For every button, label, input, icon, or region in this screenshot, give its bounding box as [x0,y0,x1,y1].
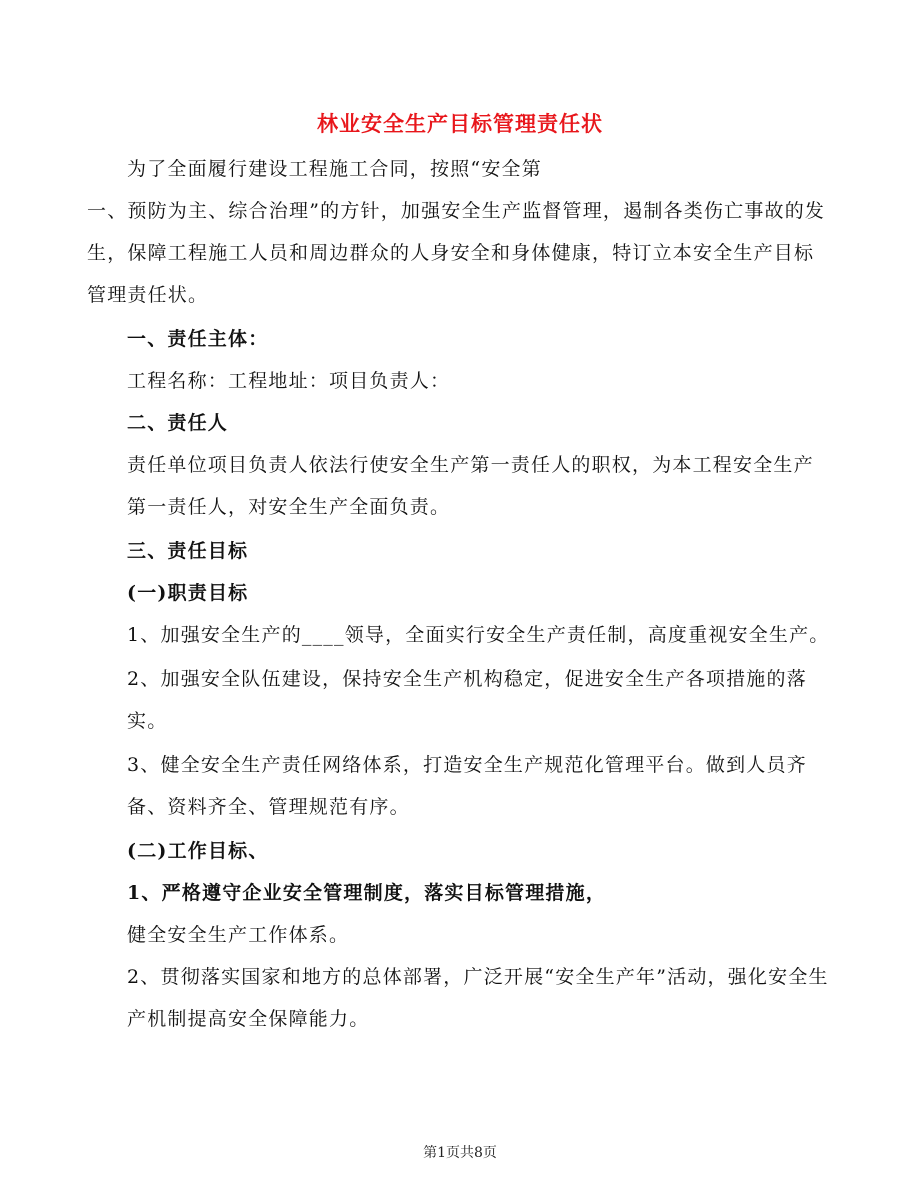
paragraph-project-info: 工程名称：工程地址：项目负责人： [127,370,451,392]
list-item-duty-1: 1、加强安全生产的____领导，全面实行安全生产责任制，高度重视安全生产。 [127,624,830,646]
list-item-work-2: 2、贯彻落实国家和地方的总体部署，广泛开展“安全生产年”活动，强化安全生产机制提高安全保障能力。 [127,966,829,1030]
heading-responsibility-goals: 三、责任目标 [127,540,249,562]
document-body [87,148,833,1040]
list-item-duty-3: 3、健全安全生产责任网络体系，打造安全生产规范化管理平台。做到人员齐备、资料齐全、管理规范有序。 [127,754,807,818]
heading-work-goals: (二)工作目标、 [127,840,269,862]
document-title: 林业安全生产目标管理责任状 [317,111,603,136]
paragraph-work-system: 健全安全生产工作体系。 [127,924,350,946]
list-item-work-1: 1、严格遵守企业安全管理制度，落实目标管理措施， [127,882,607,904]
heading-responsibility-subject: 一、责任主体： [127,328,269,350]
paragraph-policy: 一、预防为主、综合治理”的方针，加强安全生产监督管理，遏制各类伤亡事故的发生，保障工程施工人员和周边群众的人身安全和身体健康，特订立本安全生产目标管理责任状。 [87,200,826,306]
list-item-duty-2: 2、加强安全队伍建设，保持安全生产机构稳定，促进安全生产各项措施的落实。 [127,668,807,732]
heading-responsible-person: 二、责任人 [127,412,229,434]
page-number: 第1页共8页 [423,1145,497,1161]
paragraph-intro: 为了全面履行建设工程施工合同，按照“安全第 [127,158,542,180]
paragraph-responsible-person: 责任单位项目负责人依法行使安全生产第一责任人的职权，为本工程安全生产第一责任人，对安全生产全面负责。 [127,454,814,518]
heading-duty-goals: (一)职责目标 [127,582,249,604]
